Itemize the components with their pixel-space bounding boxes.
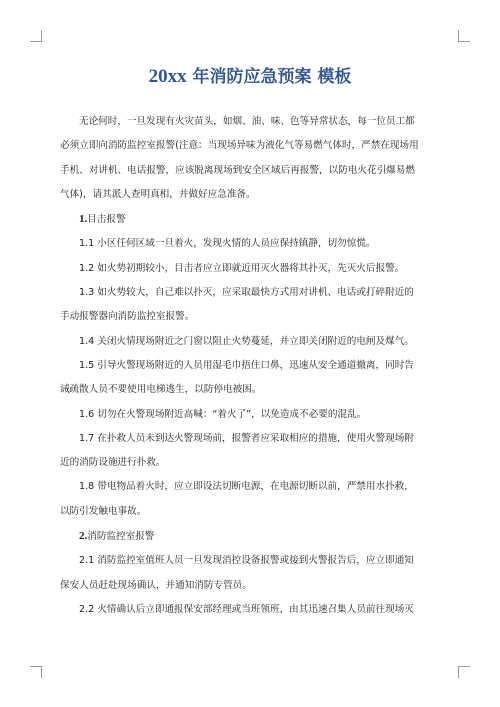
item-1-5-cont: 诫疏散人员不要使用电梯逃生，以防停电被困。 [60, 384, 262, 396]
item-1-6: 1.6 切勿在火警现场附近高喊：“着火了”，以免造成不必要的混乱。 [79, 408, 367, 420]
section-heading-2: 2.消防监控室报警 [79, 530, 155, 543]
item-1-3-cont: 手动报警器向消防监控室报警。 [60, 311, 195, 323]
crop-mark-top-right-h [458, 41, 470, 42]
document-title [0, 62, 500, 88]
item-2-2: 2.2 火情确认后立即通报保安部经理或当班领班，由其迅速召集人员前往现场灭 [79, 603, 414, 615]
intro-line-3: 手机、对讲机、电话报警，应该脱离现场到安全区域后再报警，以防电火花引爆易燃 [60, 164, 415, 176]
intro-line-1: 无论何时，一旦发现有火灾苗头，如烟、油、味、色等异常状态，每一位员工都 [79, 116, 415, 127]
crop-mark-top-right-v [458, 30, 459, 42]
item-1-1: 1.1 小区任何区域一旦着火，发现火情的人员应保持镇静，切勿惊慌。 [79, 238, 376, 250]
item-2-1: 2.1 消防监控室值班人员一旦发现消控设备报警或接到火警报告后，应立即通知 [79, 555, 414, 567]
title-text: 年消防应急预案 模板 [186, 67, 352, 87]
item-1-8: 1.8 带电物品着火时，应立即设法切断电源，在电源切断以前，严禁用水扑救， [79, 481, 414, 493]
item-1-4: 1.4 关闭火情现场附近之门窗以阻止火势蔓延，并立即关闭附近的电闸及煤气。 [79, 335, 414, 347]
item-2-1-cont: 保安人员赶赴现场确认，并通知消防专管员。 [60, 579, 252, 591]
item-1-3: 1.3 如火势较大，自己难以扑灭，应采取最快方式用对讲机、电话或打碎附近的 [79, 287, 414, 299]
intro-line-2: 必须立即向消防监控室报警(注意：当现场异味为液化气等易燃气体时，严禁在现场用 [60, 140, 419, 152]
item-1-2: 1.2 如火势初期较小，目击者应立即就近用灭火器将其扑灭，先灭火后报警。 [79, 262, 405, 274]
section-heading-1: 1.目击报警 [79, 213, 126, 226]
item-1-7-cont: 近的消防设施进行扑救。 [60, 457, 166, 469]
title-year: 20xx [148, 66, 187, 87]
crop-mark-top-left-v [41, 30, 42, 42]
item-1-7: 1.7 在扑救人员未到达火警现场前，报警者应采取相应的措施，使用火警现场附 [79, 432, 414, 444]
crop-mark-bottom-right-h [458, 666, 470, 667]
document-body [60, 110, 445, 622]
item-1-8-cont: 以防引发触电事故。 [60, 505, 147, 517]
crop-mark-bottom-left-v [41, 666, 42, 678]
intro-line-4: 气体)，请其派人查明真相，并做好应急准备。 [60, 188, 256, 200]
item-1-5: 1.5 引导火警现场附近的人员用湿毛巾捂住口鼻，迅速从安全通道撤离，同时告 [79, 359, 414, 371]
crop-mark-bottom-right-v [458, 666, 459, 678]
